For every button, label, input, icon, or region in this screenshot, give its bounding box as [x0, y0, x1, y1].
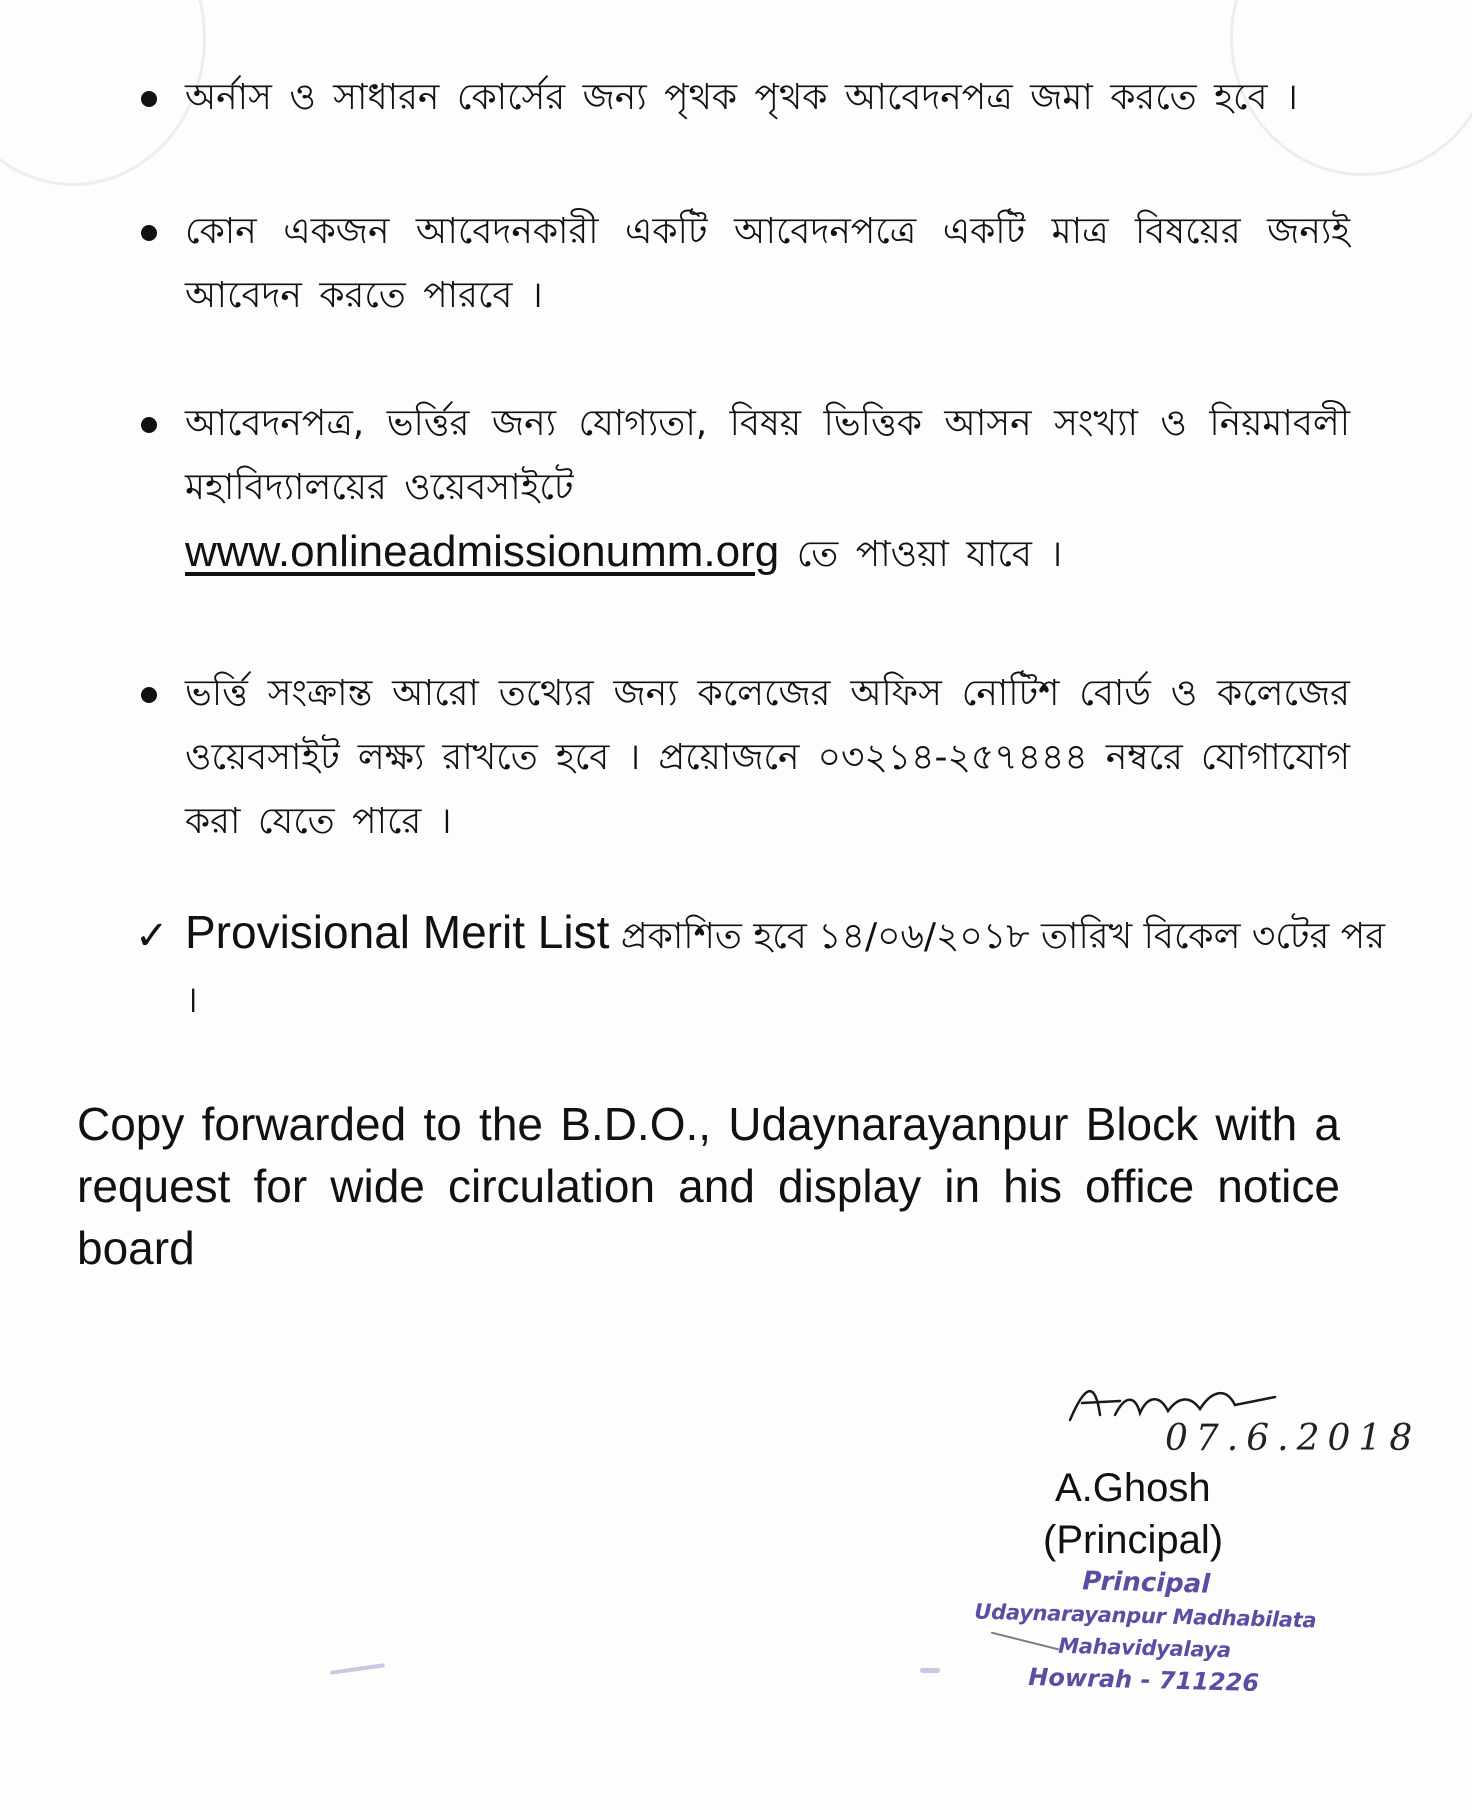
merit-list-date-text: প্রকাশিত হবে ১৪/০৬/২০১৮ তারিখ বিকেল ৩টের পর ।	[185, 916, 1385, 1021]
admission-website-link[interactable]: www.onlineadmissionumm.org	[185, 527, 780, 576]
signatory-name: A.Ghosh	[1055, 1466, 1211, 1510]
stamp-designation: Principal	[1081, 1566, 1211, 1600]
notice-item-contact-info	[135, 662, 1350, 854]
bullet-icon	[141, 417, 157, 433]
provisional-merit-list-notice	[135, 900, 1400, 1033]
checkmark-icon: ✓	[135, 913, 169, 959]
notice-item-text: ভর্ত্তি সংক্রান্ত আরো তথ্যের জন্য কলেজের অফিস নোটিশ বোর্ড ও কলেজের ওয়েবসাইট লক্ষ্য রাখতে হবে । প্রয়োজনে ০৩২১৪-২৫৭৪৪৪ নম্বরে যোগাযোগ করা যেতে পারে ।	[185, 673, 1350, 842]
notice-item-text-after: তে পাওয়া যাবে ।	[796, 534, 1063, 575]
notice-item-separate-forms	[135, 66, 1350, 130]
stamp-college-name: Udaynarayanpur Madhabilata Mahavidyalaya	[974, 1599, 1317, 1663]
principal-official-stamp	[903, 1560, 1386, 1703]
bullet-icon	[141, 225, 157, 241]
copy-forwarded-note: Copy forwarded to the B.D.O., Udaynarayanpur Block with a request for wide circulation and display in his office notice board	[77, 1098, 1340, 1274]
signatory-title: (Principal)	[1043, 1518, 1224, 1562]
signature-date: 07.6.2018	[1165, 1418, 1421, 1459]
notice-item-text: অর্নাস ও সাধারন কোর্সের জন্য পৃথক পৃথক আবেদনপত্র জমা করতে হবে ।	[185, 77, 1298, 118]
ink-smudge	[920, 1668, 940, 1673]
stamp-address: Howrah - 711226	[1028, 1662, 1260, 1697]
merit-list-label: Provisional Merit List	[185, 906, 610, 958]
bullet-icon	[141, 91, 157, 107]
notice-item-one-subject	[135, 200, 1350, 328]
ink-smudge	[330, 1663, 385, 1675]
bullet-icon	[141, 687, 157, 703]
notice-item-text: আবেদনপত্র, ভর্ত্তির জন্য যোগ্যতা, বিষয় ভিত্তিক আসন সংখ্যা ও নিয়মাবলী মহাবিদ্যালয়ের ওয়েবসাইটে	[185, 403, 1350, 508]
notice-item-website-info	[135, 392, 1350, 587]
notice-item-text: কোন একজন আবেদনকারী একটি আবেদনপত্রে একটি মাত্র বিষয়ের জন্যই আবেদন করতে পারবে ।	[185, 211, 1350, 316]
